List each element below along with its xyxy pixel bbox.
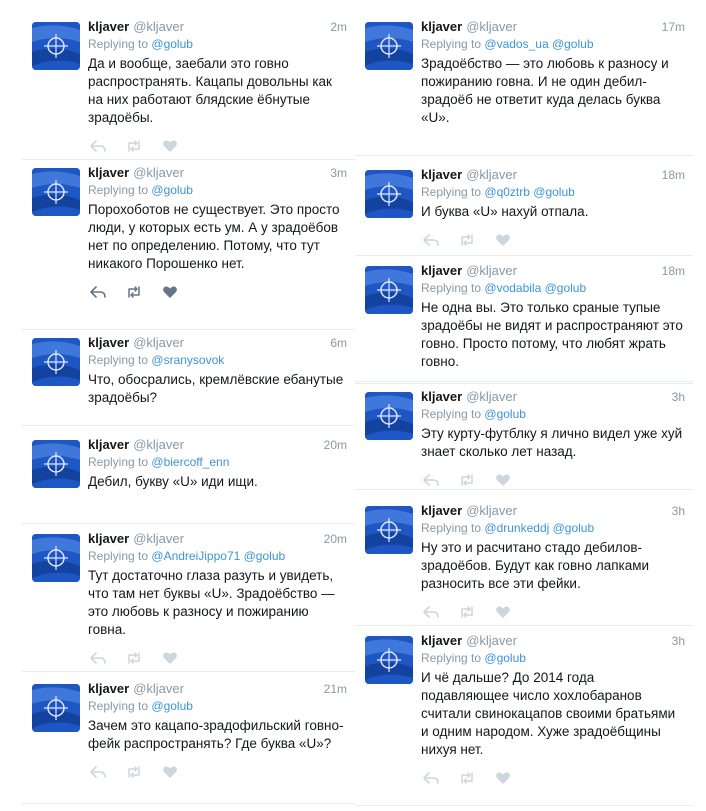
avatar[interactable] (32, 338, 80, 386)
replying-to: Replying to @vodabila @golub (421, 281, 587, 295)
tweet-text: Тут достаточно глаза разуть и увидеть, что там нет буквы «U». Зрадоёбство — это любовь к разносу и пожиранию говна. (88, 568, 335, 637)
display-name[interactable]: kljaver (421, 633, 463, 648)
avatar[interactable] (365, 506, 413, 554)
retweet-icon[interactable] (457, 770, 477, 786)
like-icon[interactable] (493, 604, 513, 620)
tweet-text: Дебил, букву «U» иди ищи. (88, 474, 258, 489)
timestamp[interactable]: 20m (323, 532, 347, 546)
tweet-card[interactable] (22, 676, 355, 804)
reply-mention-link[interactable]: @AndreiJippo71 @golub (151, 549, 286, 563)
action-bar (88, 649, 347, 667)
action-bar (88, 763, 347, 781)
replying-to: Replying to @biercoff_enn (88, 455, 230, 469)
flag-avatar-icon (32, 22, 80, 70)
avatar[interactable] (365, 170, 413, 218)
display-name[interactable]: kljaver (421, 263, 463, 278)
avatar[interactable] (365, 392, 413, 440)
replying-to: Replying to @golub (88, 699, 193, 713)
replying-to: Replying to @golub (421, 651, 526, 665)
tweet-card[interactable] (355, 498, 693, 626)
retweet-icon[interactable] (457, 604, 477, 620)
tweet-card[interactable] (355, 628, 693, 806)
retweet-icon[interactable] (124, 138, 144, 154)
tweet-text: Зачем это кацапо-зрадофильский говно-фейк распространять? Где буква «U»? (88, 718, 344, 751)
tweet-text: Не одна вы. Это только сраные тупые зрадоёбы не видят и распространяют это говно. Просто потому, что любят жрать говно. (421, 300, 683, 369)
flag-avatar-icon (365, 266, 413, 314)
flag-avatar-icon (32, 338, 80, 386)
avatar[interactable] (365, 636, 413, 684)
handle[interactable]: @kljaver (466, 263, 517, 278)
tweet-text: Ну это и расчитано стадо дебилов-зрадоёбов. Будут как говно лапками разносить все эти фейки. (421, 540, 650, 591)
tweet-text: И чё дальше? До 2014 года подавляющее число хохлобаранов считали свинокацапов своими братьями и одним народом. Хуже зрадоёбщины нихуя нет. (421, 670, 676, 757)
flag-avatar-icon (32, 440, 80, 488)
flag-avatar-icon (32, 684, 80, 732)
replying-to: Replying to @AndreiJippo71 @golub (88, 549, 286, 563)
handle[interactable]: @kljaver (466, 167, 517, 182)
reply-mention-link[interactable]: @vados_ua @golub (484, 37, 594, 51)
flag-avatar-icon (32, 534, 80, 582)
handle[interactable]: @kljaver (133, 681, 184, 696)
timestamp[interactable]: 3h (671, 504, 685, 518)
tweet-card[interactable] (22, 432, 355, 524)
timestamp[interactable]: 3h (671, 390, 685, 404)
timestamp[interactable]: 17m (661, 20, 685, 34)
replying-to: Replying to @golub (88, 183, 193, 197)
flag-avatar-icon (365, 170, 413, 218)
reply-icon[interactable] (88, 138, 108, 154)
like-icon[interactable] (160, 650, 180, 666)
reply-mention-link[interactable]: @sranysovok (151, 353, 225, 367)
reply-mention-link[interactable]: @golub (484, 407, 526, 421)
handle[interactable]: @kljaver (466, 19, 517, 34)
reply-icon[interactable] (88, 650, 108, 666)
reply-icon[interactable] (421, 472, 441, 488)
tweet-card[interactable] (355, 162, 693, 256)
display-name[interactable]: kljaver (88, 531, 130, 546)
like-icon[interactable] (493, 770, 513, 786)
action-bar (421, 603, 685, 621)
display-name[interactable]: kljaver (421, 389, 463, 404)
tweet-text: И буква «U» нахуй отпала. (421, 204, 589, 219)
avatar[interactable] (32, 22, 80, 70)
display-name[interactable]: kljaver (88, 335, 130, 350)
display-name[interactable]: kljaver (421, 167, 463, 182)
action-bar (421, 471, 685, 489)
timestamp[interactable]: 21m (323, 682, 347, 696)
avatar[interactable] (365, 266, 413, 314)
handle[interactable]: @kljaver (133, 335, 184, 350)
action-bar (421, 769, 685, 787)
handle[interactable]: @kljaver (466, 503, 517, 518)
tweet-card[interactable] (355, 384, 693, 490)
handle[interactable]: @kljaver (133, 165, 184, 180)
tweet-text: Эту курту-футблку я лично видел уже хуй знает сколько лет назад. (421, 426, 683, 459)
handle[interactable]: @kljaver (133, 437, 184, 452)
flag-avatar-icon (365, 506, 413, 554)
retweet-icon[interactable] (124, 764, 144, 780)
replying-to: Replying to @q0ztrb @golub (421, 185, 575, 199)
handle[interactable]: @kljaver (133, 19, 184, 34)
avatar[interactable] (32, 534, 80, 582)
handle[interactable]: @kljaver (466, 389, 517, 404)
reply-icon[interactable] (88, 764, 108, 780)
display-name[interactable]: kljaver (88, 437, 130, 452)
tweet-card[interactable] (22, 14, 355, 160)
display-name[interactable]: kljaver (421, 503, 463, 518)
display-name[interactable]: kljaver (88, 681, 130, 696)
retweet-icon[interactable] (457, 472, 477, 488)
timestamp[interactable]: 3h (671, 634, 685, 648)
timestamp[interactable]: 2m (330, 20, 347, 34)
timestamp[interactable]: 18m (661, 168, 685, 182)
replying-to: Replying to @golub (88, 37, 193, 51)
flag-avatar-icon (365, 392, 413, 440)
flag-avatar-icon (32, 168, 80, 216)
action-bar (88, 137, 347, 155)
tweet-card[interactable] (355, 14, 693, 156)
avatar[interactable] (365, 22, 413, 70)
reply-icon[interactable] (88, 284, 108, 300)
timestamp[interactable]: 3m (330, 166, 347, 180)
avatar[interactable] (32, 440, 80, 488)
action-bar (421, 231, 685, 249)
like-icon[interactable] (160, 284, 180, 300)
display-name[interactable]: kljaver (88, 165, 130, 180)
tweet-card[interactable] (355, 258, 693, 382)
retweet-icon[interactable] (124, 650, 144, 666)
reply-mention-link[interactable]: @biercoff_enn (151, 455, 230, 469)
tweet-text: Да и вообще, заебали это говно распространять. Кацапы довольны как на них работают блядские ёбнутые зрадоёбы. (88, 56, 332, 125)
tweet-card[interactable] (22, 330, 355, 426)
timestamp[interactable]: 6m (330, 336, 347, 350)
flag-avatar-icon (365, 22, 413, 70)
avatar[interactable] (32, 684, 80, 732)
like-icon[interactable] (160, 138, 180, 154)
tweet-text: Что, обосрались, кремлёвские ебанутые зрадоёбы? (88, 372, 344, 405)
reply-mention-link[interactable]: @golub (151, 183, 193, 197)
tweet-text: Порохоботов не существует. Это просто люди, у которых есть ум. А у зрадоёбов нет по определению. Потому, что тут никакого Порошенко нет. (88, 202, 340, 271)
handle[interactable]: @kljaver (133, 531, 184, 546)
retweet-icon[interactable] (457, 232, 477, 248)
reply-mention-link[interactable]: @golub (151, 699, 193, 713)
tweet-card[interactable] (22, 160, 355, 330)
display-name[interactable]: kljaver (421, 19, 463, 34)
display-name[interactable]: kljaver (88, 19, 130, 34)
reply-mention-link[interactable]: @drunkeddj @golub (484, 521, 595, 535)
tweet-text: Зрадоёбство — это любовь к разносу и пожиранию говна. И не один дебил-зрадоёб не ответит куда делась буква «U». (421, 56, 669, 125)
reply-icon[interactable] (421, 604, 441, 620)
replying-to: Replying to @vados_ua @golub (421, 37, 594, 51)
flag-avatar-icon (365, 636, 413, 684)
replying-to: Replying to @golub (421, 407, 526, 421)
reply-mention-link[interactable]: @vodabila @golub (484, 281, 587, 295)
replying-to: Replying to @drunkeddj @golub (421, 521, 595, 535)
like-icon[interactable] (160, 764, 180, 780)
reply-mention-link[interactable]: @golub (484, 651, 526, 665)
like-icon[interactable] (493, 232, 513, 248)
reply-mention-link[interactable]: @q0ztrb @golub (484, 185, 575, 199)
like-icon[interactable] (493, 472, 513, 488)
replying-to: Replying to @sranysovok (88, 353, 225, 367)
handle[interactable]: @kljaver (466, 633, 517, 648)
action-bar (88, 283, 347, 301)
timestamp[interactable]: 18m (661, 264, 685, 278)
retweet-icon[interactable] (124, 284, 144, 300)
reply-icon[interactable] (421, 770, 441, 786)
avatar[interactable] (32, 168, 80, 216)
timestamp[interactable]: 20m (323, 438, 347, 452)
reply-mention-link[interactable]: @golub (151, 37, 193, 51)
reply-icon[interactable] (421, 232, 441, 248)
tweet-card[interactable] (22, 526, 355, 672)
